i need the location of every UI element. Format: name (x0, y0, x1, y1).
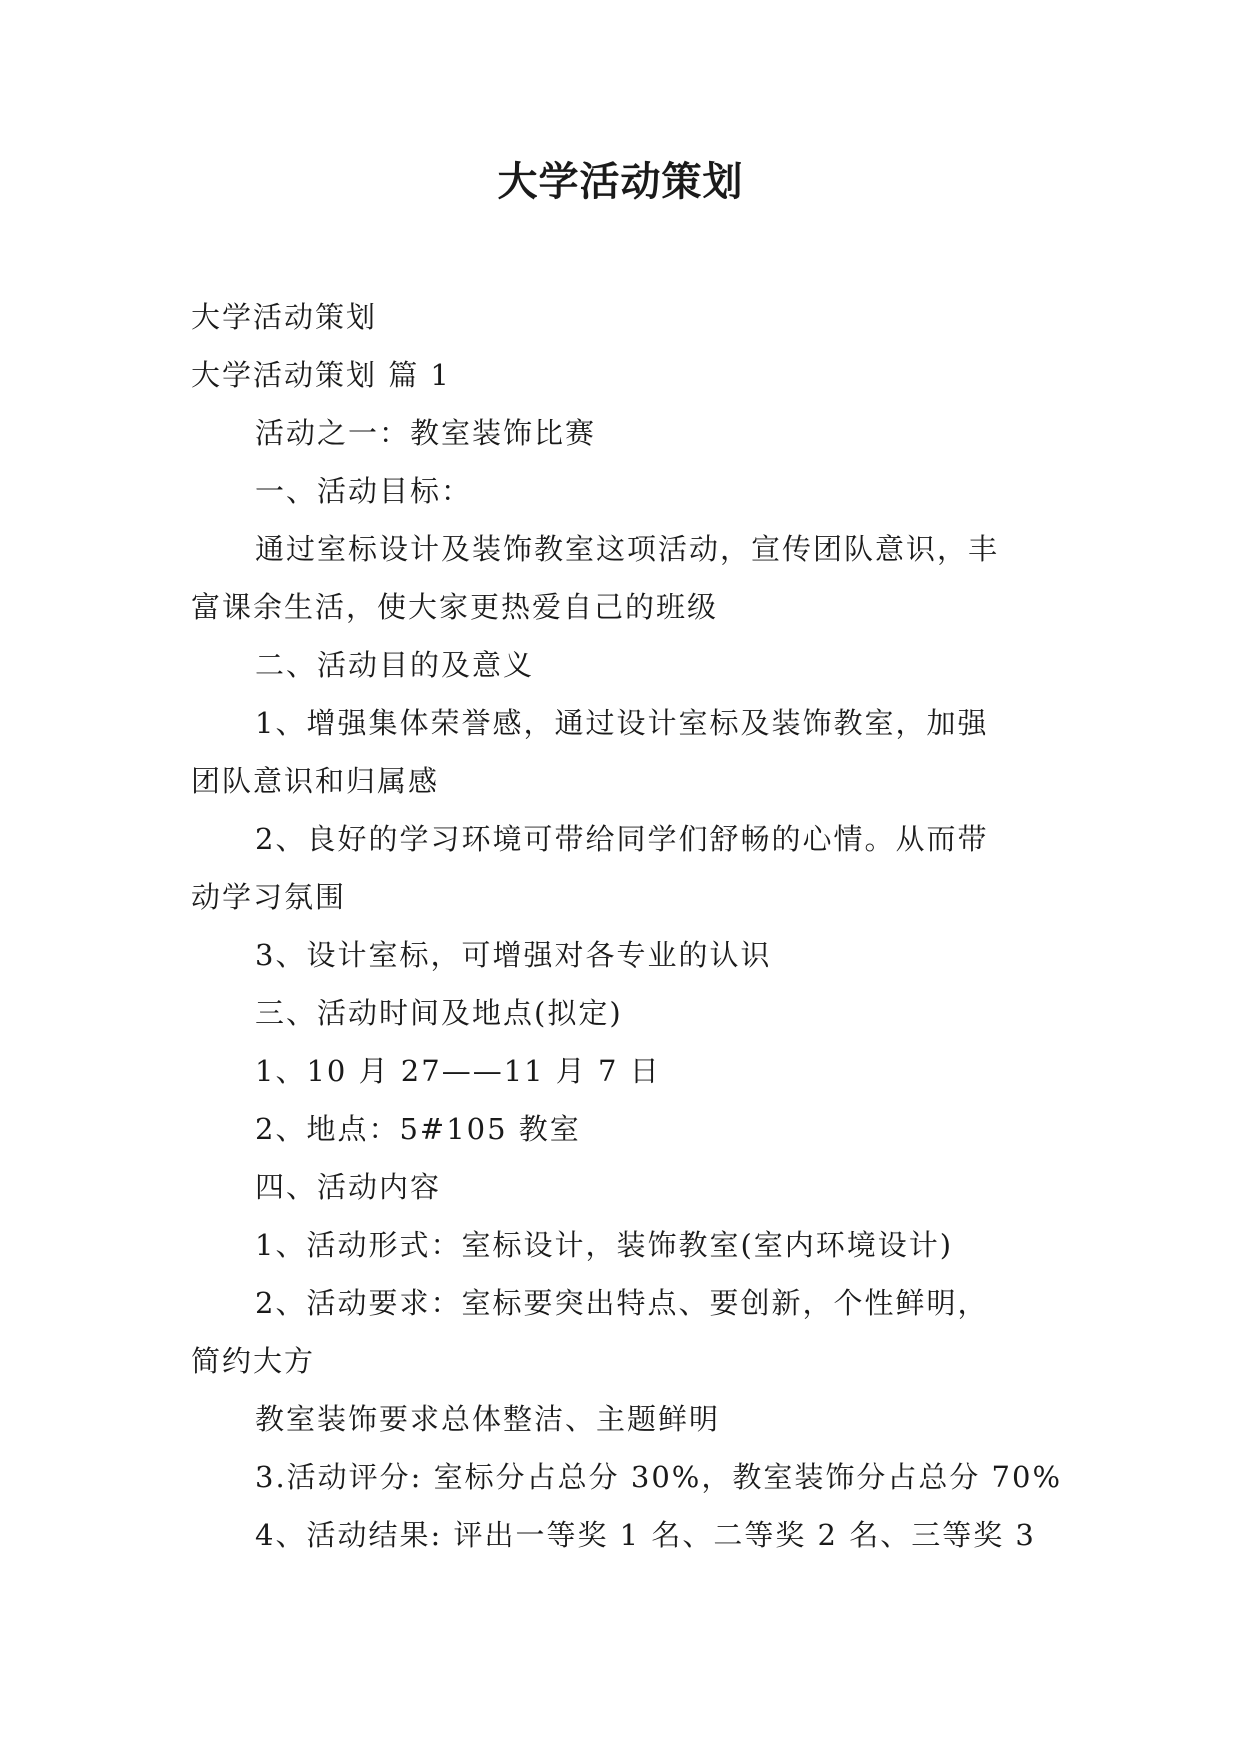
body-line: 3、设计室标，可增强对各专业的认识 (255, 938, 772, 972)
section-heading: 二、活动目的及意义 (255, 648, 535, 682)
body-line: 2、良好的学习环境可带给同学们舒畅的心情。从而带 (255, 822, 989, 856)
body-line: 富课余生活，使大家更热爱自己的班级 (191, 590, 719, 624)
body-line: 教室装饰要求总体整洁、主题鲜明 (255, 1402, 721, 1436)
body-line: 简约大方 (191, 1344, 316, 1378)
body-line: 2、地点：5#105 教室 (255, 1112, 581, 1146)
body-line: 活动之一：教室装饰比赛 (255, 416, 597, 450)
section-heading: 三、活动时间及地点(拟定) (255, 996, 623, 1030)
body-line: 4、活动结果: 评出一等奖 1 名、二等奖 2 名、三等奖 3 (255, 1518, 1036, 1552)
document-body (191, 288, 1063, 1564)
section-heading: 一、活动目标： (255, 474, 473, 508)
body-line: 3.活动评分: 室标分占总分 30%，教室装饰分占总分 70% (255, 1460, 1063, 1494)
body-line: 1、10 月 27——11 月 7 日 (255, 1054, 661, 1088)
body-line: 大学活动策划 篇 1 (191, 358, 451, 392)
body-line: 团队意识和归属感 (191, 764, 440, 798)
document-title: 大学活动策划 (497, 158, 744, 205)
section-heading: 四、活动内容 (255, 1170, 442, 1204)
body-line: 大学活动策划 (191, 300, 378, 334)
body-line: 2、活动要求：室标要突出特点、要创新，个性鲜明， (255, 1286, 989, 1320)
body-line: 通过室标设计及装饰教室这项活动，宣传团队意识，丰 (255, 532, 1000, 566)
body-line: 动学习氛围 (191, 880, 347, 914)
body-line: 1、活动形式：室标设计，装饰教室(室内环境设计) (255, 1228, 954, 1262)
body-line: 1、增强集体荣誉感，通过设计室标及装饰教室，加强 (255, 706, 989, 740)
